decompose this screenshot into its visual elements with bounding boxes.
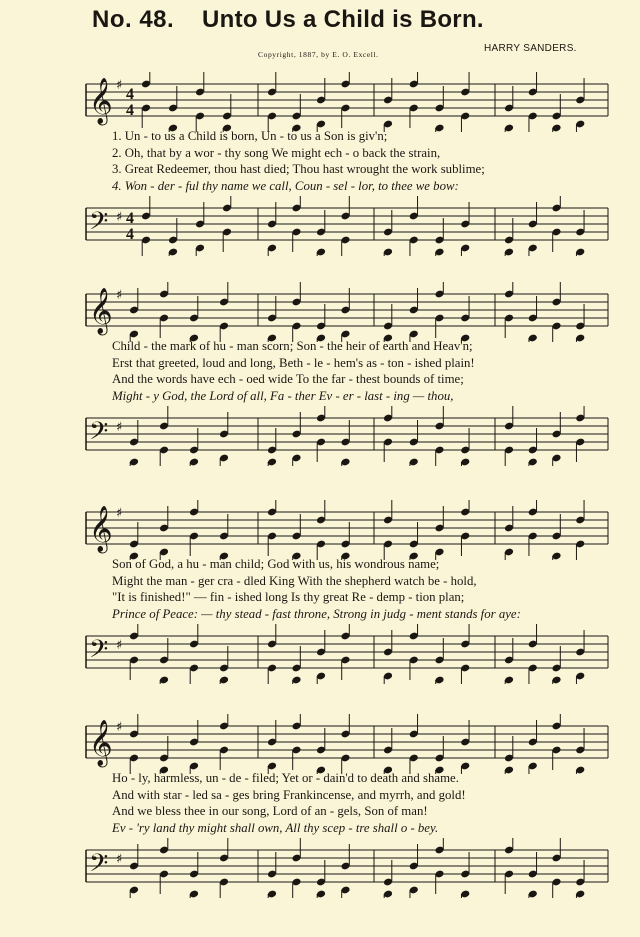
lyric-verse-3: 3. Great Redeemer, thou hast died; Thou hast wrought the work sublime; [112, 162, 485, 176]
key-sharp-icon: ♯ [116, 210, 123, 225]
key-sharp-icon: ♯ [116, 852, 123, 867]
lyric-verse-1: Ho - ly, harmless, un - de - filed; Yet or - dain'd to death and shame. [112, 771, 459, 785]
hymn-number: No. 48. [92, 6, 175, 33]
treble-clef-icon: 𝄞 [89, 78, 113, 124]
key-sharp-icon: ♯ [116, 720, 123, 735]
lyric-verse-4: Might - y God, the Lord of all, Fa - ther Ev - er - last - ing — thou, [112, 388, 454, 403]
key-sharp-icon: ♯ [116, 506, 123, 521]
treble-clef-icon: 𝄞 [89, 288, 113, 334]
lyric-verse-2: Erst that greeted, loud and long, Beth - le - hem's as - ton - ished plain! [112, 355, 475, 370]
lyric-verse-2: Might the man - ger cra - dled King With the shepherd watch be - hold, [112, 573, 477, 588]
lyrics-block [112, 128, 612, 194]
treble-staff [0, 714, 640, 774]
bass-clef-icon: 𝄢 [89, 635, 109, 670]
composer-credit: HARRY SANDERS. [484, 43, 577, 54]
copyright-notice: Copyright, 1887, by E. O. Excell. [258, 50, 379, 59]
key-sharp-icon: ♯ [116, 288, 123, 303]
treble-clef-icon: 𝄞 [89, 720, 113, 766]
lyrics-block [112, 770, 612, 836]
lyric-verse-3: And we bless thee in our song, Lord of an - gels, Son of man! [112, 804, 428, 818]
bass-clef-icon: 𝄢 [89, 849, 109, 884]
bass-staff [0, 624, 640, 684]
lyric-verse-3: And the words have ech - oed wide To the far - thest bounds of time; [112, 372, 464, 386]
lyric-verse-2: And with star - led sa - ges bring Frankincense, and myrrh, and gold! [112, 787, 466, 802]
key-sharp-icon: ♯ [116, 78, 123, 93]
lyric-verse-1: Child - the mark of hu - man scorn; Son - the heir of earth and Heav'n; [112, 339, 473, 353]
treble-clef-icon: 𝄞 [89, 506, 113, 552]
time-signature-top: 4 [126, 210, 134, 227]
time-signature-bottom: 4 [126, 102, 134, 119]
bass-staff [0, 406, 640, 466]
treble-staff [0, 72, 640, 132]
lyric-verse-4: Ev - 'ry land thy might shall own, All thy scep - tre shall o - bey. [112, 820, 439, 835]
treble-staff [0, 500, 640, 560]
bass-staff [0, 838, 640, 898]
bass-clef-icon: 𝄢 [89, 417, 109, 452]
lyric-verse-1: 1. Un - to us a Child is born, Un - to us a Son is giv'n; [112, 129, 388, 143]
hymn-title: Unto Us a Child is Born. [202, 6, 484, 33]
treble-staff [0, 282, 640, 342]
time-signature-top: 4 [126, 86, 134, 103]
lyric-verse-1: Son of God, a hu - man child; God with us, his wondrous name; [112, 557, 440, 571]
bass-clef-icon: 𝄢 [89, 207, 109, 242]
key-sharp-icon: ♯ [116, 638, 123, 653]
lyrics-block [112, 556, 612, 622]
lyric-verse-2: 2. Oh, that by a wor - thy song We might ech - o back the strain, [112, 145, 441, 160]
lyric-verse-3: "It is finished!" — fin - ished long Is thy great Re - demp - tion plan; [112, 590, 465, 604]
lyric-verse-4: Prince of Peace: — thy stead - fast throne, Strong in judg - ment stands for aye: [112, 606, 521, 621]
lyric-verse-4: 4. Won - der - ful thy name we call, Coun - sel - lor, to thee we bow: [112, 178, 459, 193]
lyrics-block [112, 338, 612, 404]
key-sharp-icon: ♯ [116, 420, 123, 435]
time-signature-bottom: 4 [126, 226, 134, 243]
bass-staff [0, 196, 640, 256]
